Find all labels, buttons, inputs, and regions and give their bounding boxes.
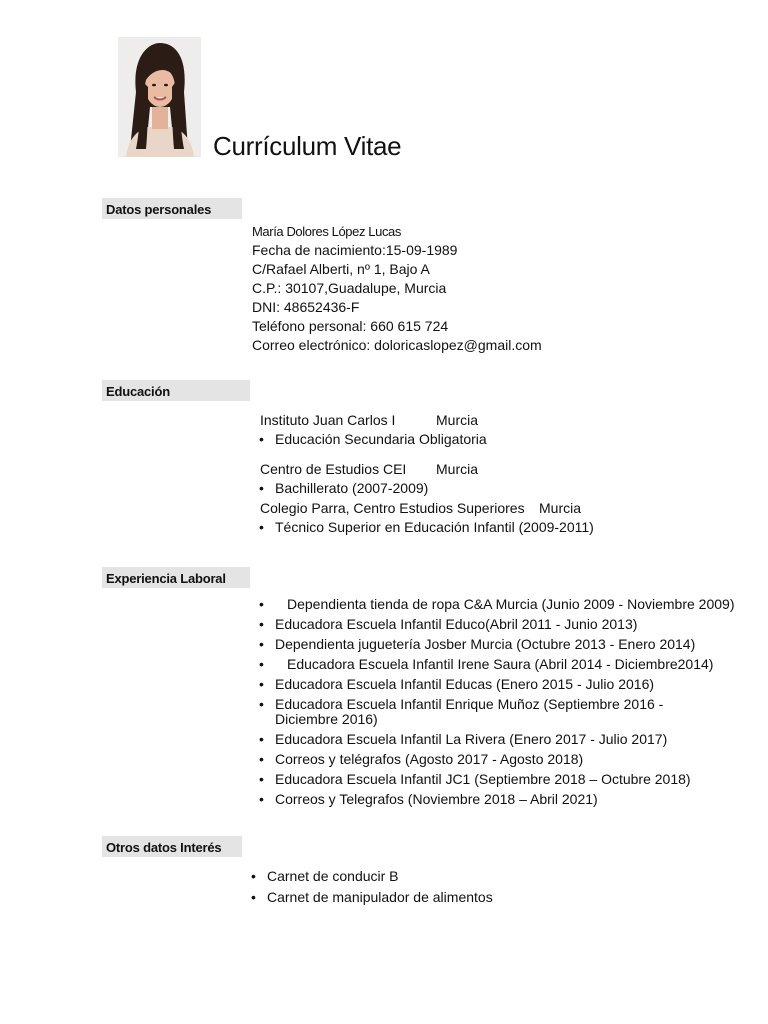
list-item-continuation: Diciembre 2016) [275,711,378,727]
section-label-education: Educación [102,380,250,401]
personal-details [252,222,542,355]
list-item: • Educación Secundaria Obligatoria [275,432,487,447]
school-name: Instituto Juan Carlos I [260,412,396,428]
profile-photo [118,37,201,157]
list-item: • Correos y Telegrafos (Noviembre 2018 – Abril 2021) [275,792,755,812]
school-line [260,411,680,430]
school-city: Murcia [436,412,479,428]
education-items-1 [275,432,487,447]
full-name: María Dolores López Lucas [252,224,401,239]
school-city: Murcia [539,500,582,516]
list-item: • Bachillerato (2007-2009) [275,481,428,496]
list-item: • Educadora Escuela Infantil JC1 (Septiembre 2018 – Octubre 2018) [275,772,755,792]
list-item: • Correos y telégrafos (Agosto 2017 - Agosto 2018) [275,752,755,772]
section-label-experience: Experiencia Laboral [102,567,250,588]
school-city: Murcia [436,461,479,477]
birth-date: Fecha de nacimiento:15-09-1989 [252,242,458,258]
email: Correo electrónico: doloricaslopez@gmail.com [252,337,542,353]
education-entry [260,460,680,479]
school-line [260,499,700,518]
education-entry [260,411,680,430]
school-line [260,460,680,479]
education-items-2 [275,481,428,496]
section-label-other: Otros datos Interés [102,836,242,857]
list-item: • Educadora Escuela Infantil Enrique Muñoz (Septiembre 2016 - [275,697,755,712]
list-item: • Técnico Superior en Educación Infantil (2009-2011) [275,520,594,535]
list-item: • Educadora Escuela Infantil Educo(Abril 2011 - Junio 2013) [275,617,755,637]
education-entry [260,499,700,518]
school-name: Colegio Parra, Centro Estudios Superiores [260,500,525,516]
list-item: • Educadora Escuela Infantil La Rivera (Enero 2017 - Julio 2017) [275,732,755,752]
list-item: • Carnet de manipulador de alimentos [267,890,687,911]
school-name: Centro de Estudios CEI [260,461,407,477]
section-label-personal: Datos personales [102,198,242,219]
list-item: • Carnet de conducir B [267,869,687,890]
address: C/Rafael Alberti, nº 1, Bajo A [252,261,430,277]
phone: Teléfono personal: 660 615 724 [252,318,449,334]
list-item: • Educadora Escuela Infantil Irene Saura (Abril 2014 - Diciembre2014) [275,657,755,677]
experience-list [275,597,755,812]
other-list [267,869,687,911]
page-title: Currículum Vitae [213,131,402,161]
education-items-3 [275,520,594,535]
list-item: • Dependienta juguetería Josber Murcia (Octubre 2013 - Enero 2014) [275,637,755,657]
postal-code: C.P.: 30107,Guadalupe, Murcia [252,280,447,296]
dni: DNI: 48652436-F [252,299,360,315]
list-item: • Educadora Escuela Infantil Educas (Enero 2015 - Julio 2016) [275,677,755,697]
list-item: • Dependienta tienda de ropa C&A Murcia (Junio 2009 - Noviembre 2009) [275,597,755,617]
